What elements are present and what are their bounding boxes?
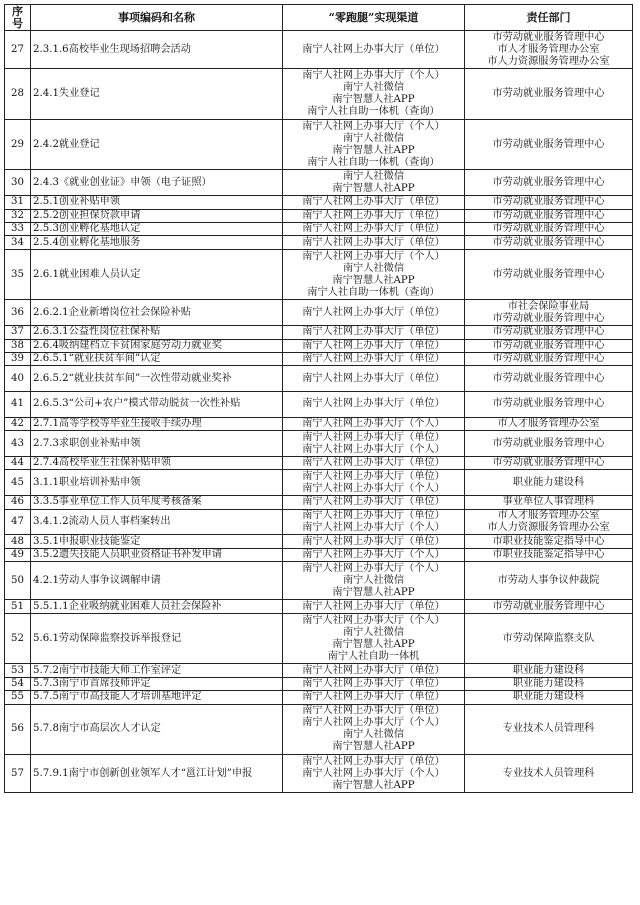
channel-cell (283, 417, 465, 430)
dept-line: 市劳动就业服务管理中心 (492, 437, 605, 449)
table-row (5, 600, 633, 613)
table-row (5, 548, 633, 561)
dept-line: 事业单位人事管理科 (502, 496, 595, 508)
channel-line: 南宁智慧人社APP (332, 586, 415, 598)
item-name: 3.5.2遗失技能人员职业资格证书补发申请 (31, 548, 283, 561)
channel-cell (283, 664, 465, 677)
item-name: 2.6.3.1公益性岗位社保补贴 (31, 326, 283, 339)
item-name: 5.7.8南宁市高层次人才认定 (31, 704, 283, 755)
row-number: 42 (5, 417, 31, 430)
channel-cell (283, 496, 465, 509)
row-number: 43 (5, 431, 31, 457)
dept-line: 市劳动就业服务管理中心 (492, 372, 605, 384)
dept-cell (465, 600, 633, 613)
dept-cell (465, 417, 633, 430)
channel-line: 南宁人社网上办事大厅（单位） (302, 457, 445, 469)
item-name: 2.6.5.1“就业扶贫车间”认定 (31, 352, 283, 365)
channel-line: 南宁人社网上办事大厅（单位） (302, 43, 445, 55)
table-row (5, 535, 633, 548)
channel-line: 南宁人社网上办事大厅（个人） (302, 614, 445, 626)
row-number: 48 (5, 535, 31, 548)
dept-cell (465, 470, 633, 496)
channel-line: 南宁人社网上办事大厅（单位） (302, 470, 445, 482)
channel-line: 南宁人社网上办事大厅（个人） (302, 250, 445, 262)
dept-cell (465, 196, 633, 209)
row-number: 32 (5, 209, 31, 222)
dept-cell (465, 496, 633, 509)
table-row (5, 677, 633, 690)
item-name: 5.7.5南宁市高技能人才培训基地评定 (31, 691, 283, 704)
row-number: 33 (5, 222, 31, 235)
row-number: 46 (5, 496, 31, 509)
table-row (5, 470, 633, 496)
table-row (5, 704, 633, 755)
channel-line: 南宁人社网上办事大厅（个人） (302, 562, 445, 574)
dept-cell (465, 119, 633, 170)
dept-cell (465, 69, 633, 120)
row-number: 41 (5, 392, 31, 418)
dept-cell (465, 352, 633, 365)
row-number: 57 (5, 755, 31, 793)
channel-cell (283, 326, 465, 339)
dept-cell (465, 562, 633, 600)
channel-cell (283, 222, 465, 235)
item-name: 2.4.3《就业创业证》申领（电子证照） (31, 170, 283, 196)
row-number: 31 (5, 196, 31, 209)
channel-cell (283, 691, 465, 704)
channel-cell (283, 119, 465, 170)
channel-line: 南宁人社网上办事大厅（单位） (302, 664, 445, 676)
dept-cell (465, 509, 633, 535)
item-name: 3.5.1申报职业技能鉴定 (31, 535, 283, 548)
channel-line: 南宁人社网上办事大厅（个人） (302, 482, 445, 494)
row-number: 37 (5, 326, 31, 339)
table-row (5, 562, 633, 600)
table-row (5, 509, 633, 535)
item-name: 2.3.1.6高校毕业生现场招聘会活动 (31, 31, 283, 69)
dept-line: 市劳动就业服务管理中心 (492, 87, 605, 99)
dept-line: 市劳动就业服务管理中心 (492, 398, 605, 410)
dept-cell (465, 691, 633, 704)
channel-line: 南宁人社网上办事大厅（单位） (302, 236, 445, 248)
table-row (5, 249, 633, 300)
header-channel: “零跑腿”实现渠道 (283, 5, 465, 31)
dept-line: 市人力资源服务管理办公室 (487, 55, 610, 67)
channel-line: 南宁人社自助一体机 (327, 650, 420, 662)
row-number: 35 (5, 249, 31, 300)
channel-line: 南宁人社网上办事大厅（单位） (302, 326, 445, 338)
channel-cell (283, 755, 465, 793)
dept-cell (465, 392, 633, 418)
channel-line: 南宁人社网上办事大厅（单位） (302, 372, 445, 384)
dept-line: 市职业技能鉴定指导中心 (492, 549, 605, 561)
item-name: 5.7.3南宁市首席技师评定 (31, 677, 283, 690)
channel-line: 南宁人社微信 (342, 81, 405, 93)
dept-line: 市劳动就业服务管理中心 (492, 209, 605, 221)
dept-line: 职业能力建设科 (512, 691, 585, 703)
dept-cell (465, 209, 633, 222)
item-name: 5.7.9.1南宁市创新创业领军人才“邕江计划”申报 (31, 755, 283, 793)
row-number: 52 (5, 613, 31, 664)
row-number: 53 (5, 664, 31, 677)
item-name: 3.3.5事业单位工作人员年度考核备案 (31, 496, 283, 509)
channel-cell (283, 31, 465, 69)
channel-line: 南宁人社网上办事大厅（个人） (302, 69, 445, 81)
channel-line: 南宁智慧人社APP (332, 638, 415, 650)
channel-line: 南宁人社微信 (342, 170, 405, 182)
table-row (5, 691, 633, 704)
channel-line: 南宁人社网上办事大厅（单位） (302, 755, 445, 767)
dept-line: 职业能力建设科 (512, 664, 585, 676)
table-row (5, 31, 633, 69)
row-number: 56 (5, 704, 31, 755)
dept-cell (465, 236, 633, 249)
dept-line: 市人才服务管理办公室 (497, 418, 600, 430)
dept-cell (465, 300, 633, 326)
dept-cell (465, 31, 633, 69)
channel-cell (283, 431, 465, 457)
channel-cell (283, 600, 465, 613)
channel-cell (283, 352, 465, 365)
dept-line: 职业能力建设科 (512, 677, 585, 689)
table-row (5, 196, 633, 209)
item-name: 2.6.1就业困难人员认定 (31, 249, 283, 300)
item-name: 2.4.2就业登记 (31, 119, 283, 170)
table-row (5, 417, 633, 430)
channel-line: 南宁人社自助一体机（查询） (307, 105, 440, 117)
row-number: 28 (5, 69, 31, 120)
channel-cell (283, 457, 465, 470)
channel-cell (283, 209, 465, 222)
channel-cell (283, 196, 465, 209)
channel-line: 南宁人社网上办事大厅（个人） (302, 443, 445, 455)
channel-line: 南宁智慧人社APP (332, 741, 415, 753)
channel-line: 南宁人社网上办事大厅（单位） (302, 209, 445, 221)
channel-line: 南宁人社网上办事大厅（单位） (302, 223, 445, 235)
channel-cell (283, 366, 465, 392)
channel-line: 南宁人社网上办事大厅（单位） (302, 398, 445, 410)
item-name: 2.6.2.1企业新增岗位社会保险补贴 (31, 300, 283, 326)
table-row (5, 431, 633, 457)
channel-cell (283, 470, 465, 496)
table-row (5, 300, 633, 326)
channel-line: 南宁智慧人社APP (332, 182, 415, 194)
row-number: 55 (5, 691, 31, 704)
channel-line: 南宁人社网上办事大厅（个人） (302, 120, 445, 132)
table-body (5, 31, 633, 793)
item-name: 2.7.1高等学校等毕业生接收手续办理 (31, 417, 283, 430)
row-number: 30 (5, 170, 31, 196)
item-name: 2.5.4创业孵化基地服务 (31, 236, 283, 249)
channel-line: 南宁智慧人社APP (332, 144, 415, 156)
dept-cell (465, 339, 633, 352)
channel-cell (283, 170, 465, 196)
row-number: 51 (5, 600, 31, 613)
item-name: 2.7.4高校毕业生社保补贴申领 (31, 457, 283, 470)
channel-line: 南宁人社微信 (342, 574, 405, 586)
table-row (5, 209, 633, 222)
table-row (5, 496, 633, 509)
channel-line: 南宁人社网上办事大厅（单位） (302, 677, 445, 689)
dept-line: 市劳动就业服务管理中心 (492, 326, 605, 338)
dept-line: 市社会保险事业局 (507, 300, 590, 312)
item-name: 2.5.2创业担保贷款申请 (31, 209, 283, 222)
dept-line: 市劳动就业服务管理中心 (492, 31, 605, 43)
dept-line: 市劳动就业服务管理中心 (492, 138, 605, 150)
item-name: 5.6.1劳动保障监察投诉举报登记 (31, 613, 283, 664)
table-row (5, 170, 633, 196)
table-row (5, 326, 633, 339)
channel-line: 南宁人社网上办事大厅（单位） (302, 431, 445, 443)
dept-cell (465, 170, 633, 196)
service-table (4, 4, 633, 793)
item-name: 3.1.1职业培训补贴申领 (31, 470, 283, 496)
row-number: 40 (5, 366, 31, 392)
row-number: 50 (5, 562, 31, 600)
item-name: 2.6.5.3“公司+农户”模式带动脱贫一次性补贴 (31, 392, 283, 418)
dept-cell (465, 535, 633, 548)
row-number: 36 (5, 300, 31, 326)
channel-line: 南宁人社微信 (342, 729, 405, 741)
dept-cell (465, 326, 633, 339)
item-name: 5.5.1.1企业吸纳就业困难人员社会保险补 (31, 600, 283, 613)
table-row (5, 664, 633, 677)
channel-line: 南宁人社自助一体机（查询） (307, 286, 440, 298)
channel-line: 南宁人社微信 (342, 262, 405, 274)
channel-line: 南宁人社网上办事大厅（单位） (302, 306, 445, 318)
dept-cell (465, 457, 633, 470)
dept-cell (465, 249, 633, 300)
item-name: 2.5.3创业孵化基地认定 (31, 222, 283, 235)
item-name: 2.4.1失业登记 (31, 69, 283, 120)
row-number: 49 (5, 548, 31, 561)
dept-line: 市劳动就业服务管理中心 (492, 176, 605, 188)
table-row (5, 222, 633, 235)
table-row (5, 392, 633, 418)
dept-cell (465, 664, 633, 677)
table-row (5, 339, 633, 352)
channel-cell (283, 704, 465, 755)
header-no: 序号 (5, 5, 31, 31)
channel-cell (283, 613, 465, 664)
header-name: 事项编码和名称 (31, 5, 283, 31)
channel-cell (283, 562, 465, 600)
dept-line: 市劳动就业服务管理中心 (492, 223, 605, 235)
dept-line: 市职业技能鉴定指导中心 (492, 535, 605, 547)
channel-cell (283, 677, 465, 690)
row-number: 29 (5, 119, 31, 170)
table-row (5, 755, 633, 793)
row-number: 45 (5, 470, 31, 496)
row-number: 39 (5, 352, 31, 365)
table-row (5, 69, 633, 120)
channel-line: 南宁人社网上办事大厅（个人） (302, 717, 445, 729)
channel-line: 南宁人社网上办事大厅（单位） (302, 600, 445, 612)
channel-cell (283, 548, 465, 561)
dept-cell (465, 613, 633, 664)
dept-line: 市劳动就业服务管理中心 (492, 353, 605, 365)
dept-line: 市劳动保障监察支队 (502, 632, 595, 644)
row-number: 54 (5, 677, 31, 690)
channel-line: 南宁人社网上办事大厅（单位） (302, 535, 445, 547)
channel-line: 南宁智慧人社APP (332, 779, 415, 791)
dept-line: 市劳动就业服务管理中心 (492, 236, 605, 248)
channel-cell (283, 509, 465, 535)
dept-line: 市劳动就业服务管理中心 (492, 600, 605, 612)
table-header-row (5, 5, 633, 31)
channel-line: 南宁人社网上办事大厅（单位） (302, 705, 445, 717)
dept-line: 市人力资源服务管理办公室 (487, 522, 610, 534)
dept-cell (465, 677, 633, 690)
item-name: 4.2.1劳动人事争议调解申请 (31, 562, 283, 600)
item-name: 2.6.4吸纳建档立卡贫困家庭劳动力就业奖 (31, 339, 283, 352)
header-dept: 责任部门 (465, 5, 633, 31)
table-row (5, 352, 633, 365)
channel-line: 南宁人社网上办事大厅（个人） (302, 767, 445, 779)
dept-line: 市劳动就业服务管理中心 (492, 312, 605, 324)
channel-line: 南宁人社网上办事大厅（单位） (302, 196, 445, 208)
row-number: 47 (5, 509, 31, 535)
item-name: 3.4.1.2流动人员人事档案转出 (31, 509, 283, 535)
channel-line: 南宁人社自助一体机（查询） (307, 156, 440, 168)
channel-cell (283, 535, 465, 548)
dept-cell (465, 704, 633, 755)
dept-cell (465, 548, 633, 561)
dept-cell (465, 366, 633, 392)
item-name: 5.7.2南宁市技能大师工作室评定 (31, 664, 283, 677)
channel-line: 南宁智慧人社APP (332, 274, 415, 286)
channel-line: 南宁智慧人社APP (332, 93, 415, 105)
table-row (5, 457, 633, 470)
item-name: 2.6.5.2“就业扶贫车间”一次性带动就业奖补 (31, 366, 283, 392)
channel-cell (283, 249, 465, 300)
channel-cell (283, 392, 465, 418)
channel-line: 南宁人社网上办事大厅（单位） (302, 339, 445, 351)
dept-line: 市人才服务管理办公室 (497, 43, 600, 55)
dept-cell (465, 222, 633, 235)
channel-cell (283, 236, 465, 249)
channel-line: 南宁人社网上办事大厅（单位） (302, 510, 445, 522)
table-row (5, 613, 633, 664)
row-number: 27 (5, 31, 31, 69)
dept-line: 市劳动就业服务管理中心 (492, 196, 605, 208)
channel-cell (283, 300, 465, 326)
channel-line: 南宁人社微信 (342, 132, 405, 144)
dept-line: 市人才服务管理办公室 (497, 510, 600, 522)
dept-cell (465, 431, 633, 457)
dept-line: 市劳动人事争议仲裁院 (497, 574, 600, 586)
channel-line: 南宁人社网上办事大厅（个人） (302, 418, 445, 430)
dept-line: 市劳动就业服务管理中心 (492, 457, 605, 469)
channel-line: 南宁人社微信 (342, 626, 405, 638)
dept-line: 专业技术人员管理科 (502, 723, 595, 735)
row-number: 44 (5, 457, 31, 470)
channel-line: 南宁人社网上办事大厅（单位） (302, 353, 445, 365)
table-row (5, 119, 633, 170)
channel-line: 南宁人社网上办事大厅（单位） (302, 691, 445, 703)
table-row (5, 236, 633, 249)
table-row (5, 366, 633, 392)
dept-line: 专业技术人员管理科 (502, 767, 595, 779)
dept-line: 市劳动就业服务管理中心 (492, 268, 605, 280)
item-name: 2.7.3求职创业补贴申领 (31, 431, 283, 457)
channel-cell (283, 339, 465, 352)
channel-cell (283, 69, 465, 120)
row-number: 34 (5, 236, 31, 249)
dept-line: 市劳动就业服务管理中心 (492, 339, 605, 351)
row-number: 38 (5, 339, 31, 352)
item-name: 2.5.1创业补贴申领 (31, 196, 283, 209)
channel-line: 南宁人社网上办事大厅（单位） (302, 496, 445, 508)
channel-line: 南宁人社网上办事大厅（个人） (302, 522, 445, 534)
dept-line: 职业能力建设科 (512, 476, 585, 488)
dept-cell (465, 755, 633, 793)
channel-line: 南宁人社网上办事大厅（个人） (302, 549, 445, 561)
